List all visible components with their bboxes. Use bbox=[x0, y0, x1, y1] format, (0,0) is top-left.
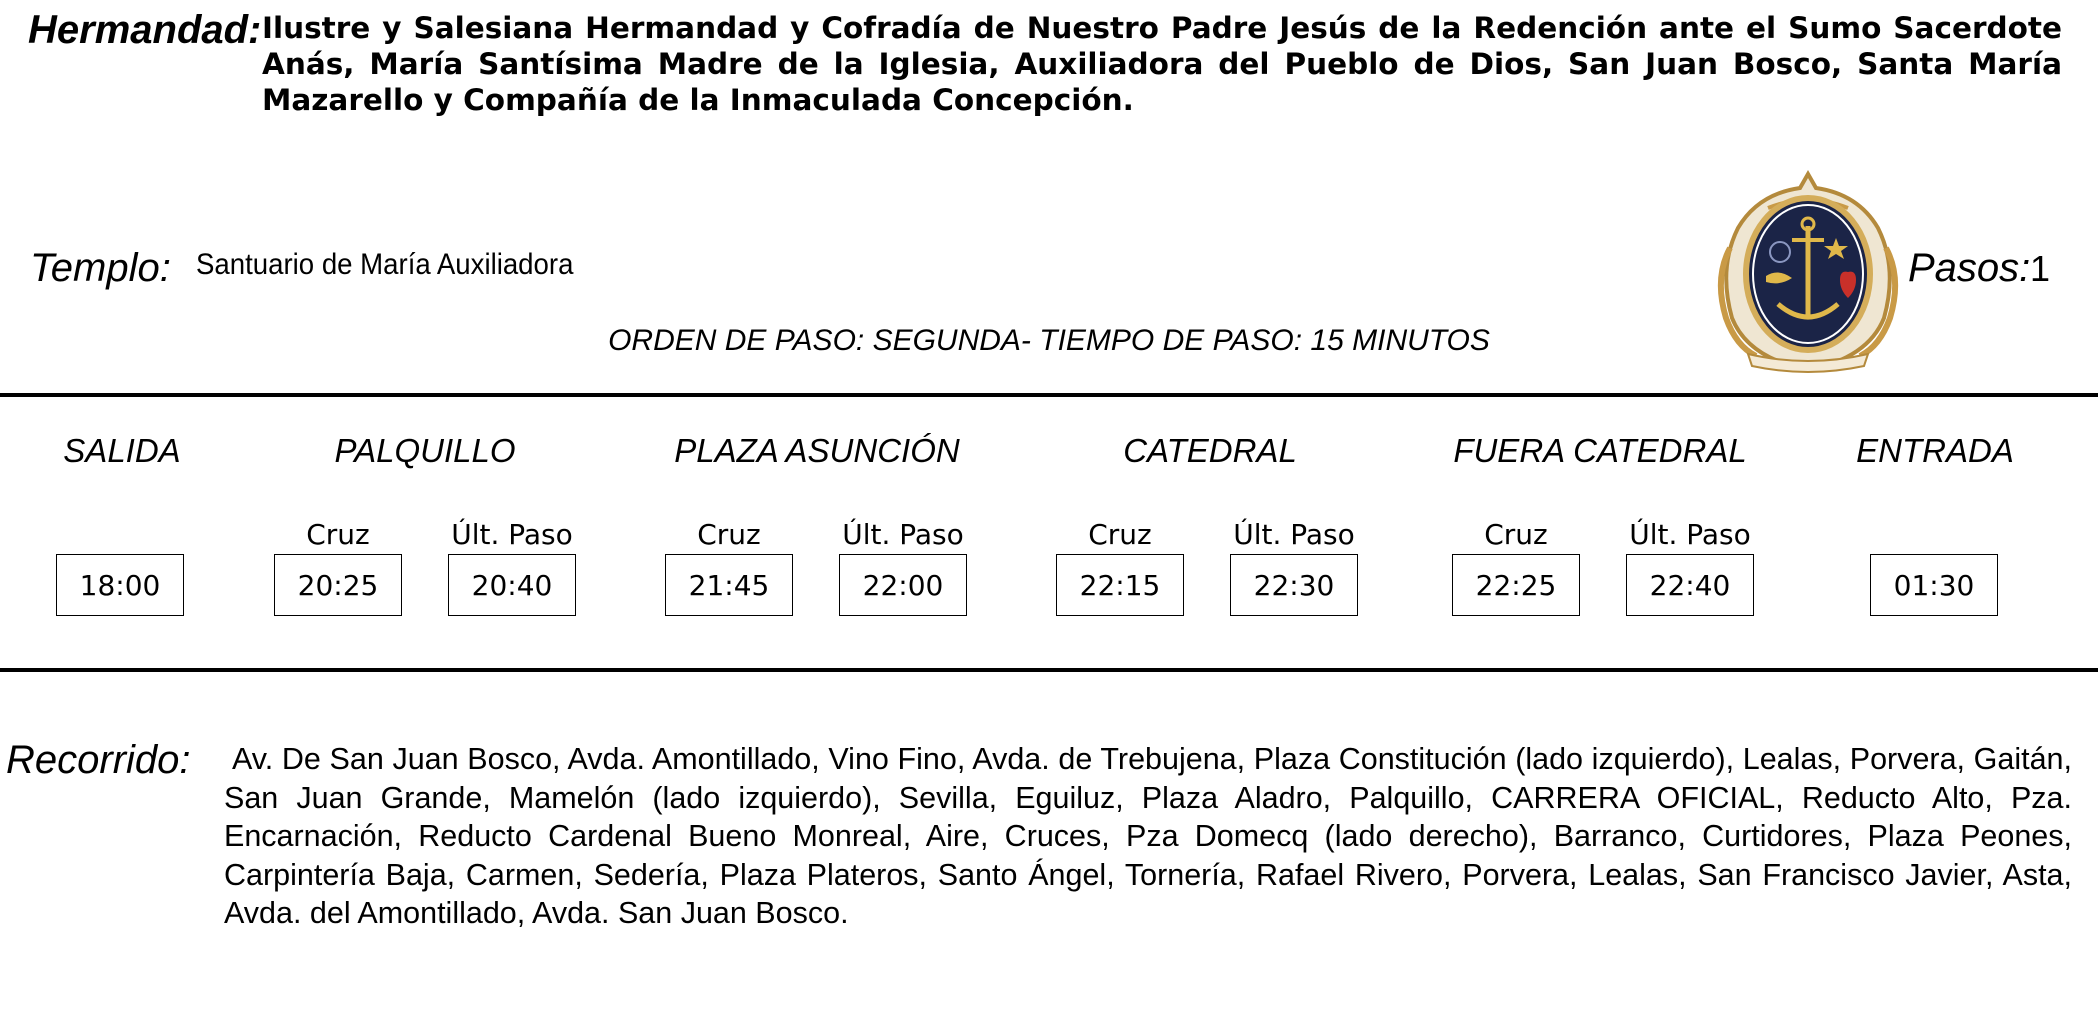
templo-value: Santuario de María Auxiliadora bbox=[196, 248, 574, 281]
templo-label: Templo: bbox=[30, 246, 171, 290]
catedral-ult-paso-label: Últ. Paso bbox=[1233, 518, 1355, 551]
plaza-asuncion-ult-paso-time: 22:00 bbox=[839, 554, 967, 616]
recorrido-label: Recorrido: bbox=[6, 738, 191, 782]
fuera-catedral-ult-paso-time: 22:40 bbox=[1626, 554, 1754, 616]
palquillo-cruz-label: Cruz bbox=[306, 518, 370, 551]
bottom-divider bbox=[0, 668, 2098, 672]
station-plaza-asuncion: PLAZA ASUNCIÓN bbox=[674, 432, 960, 469]
hermandad-label: Hermandad: bbox=[28, 8, 262, 52]
plaza-asuncion-cruz-time: 21:45 bbox=[665, 554, 793, 616]
catedral-cruz-time: 22:15 bbox=[1056, 554, 1184, 616]
plaza-asuncion-ult-paso-label: Últ. Paso bbox=[842, 518, 964, 551]
plaza-asuncion-cruz-label: Cruz bbox=[697, 518, 761, 551]
station-palquillo: PALQUILLO bbox=[334, 432, 516, 469]
fuera-catedral-cruz-time: 22:25 bbox=[1452, 554, 1580, 616]
orden-de-paso bbox=[0, 324, 2098, 358]
palquillo-cruz-time: 20:25 bbox=[274, 554, 402, 616]
catedral-cruz-label: Cruz bbox=[1088, 518, 1152, 551]
station-salida: SALIDA bbox=[63, 432, 181, 469]
fuera-catedral-cruz-label: Cruz bbox=[1484, 518, 1548, 551]
station-entrada: ENTRADA bbox=[1856, 432, 2014, 469]
pasos-value: 1 bbox=[2030, 248, 2051, 289]
entrada-time: 01:30 bbox=[1870, 554, 1998, 616]
hermandad-name: Ilustre y Salesiana Hermandad y Cofradía de Nuestro Padre Jesús de la Redención ante el Sumo Sacerdote Anás, María Santísima Madre de la Iglesia, Auxiliadora del Pueblo de Dios, San Juan Bosco, Santa María Mazarello y Compañía de la Inmaculada Concepción. bbox=[262, 11, 2062, 117]
pasos-label: Pasos: bbox=[1908, 246, 2031, 290]
orden-text: ORDEN DE PASO: SEGUNDA- TIEMPO DE PASO: 15 MINUTOS bbox=[608, 324, 1490, 357]
station-catedral: CATEDRAL bbox=[1123, 432, 1297, 469]
salida-time: 18:00 bbox=[56, 554, 184, 616]
catedral-ult-paso-time: 22:30 bbox=[1230, 554, 1358, 616]
palquillo-ult-paso-label: Últ. Paso bbox=[451, 518, 573, 551]
palquillo-ult-paso-time: 20:40 bbox=[448, 554, 576, 616]
top-divider bbox=[0, 393, 2098, 397]
station-fuera-catedral: FUERA CATEDRAL bbox=[1453, 432, 1747, 469]
recorrido-text: Av. De San Juan Bosco, Avda. Amontillado, Vino Fino, Avda. de Trebujena, Plaza Constitución (lado izquierdo), Lealas, Porvera, Gaitán, San Juan Grande, Mamelón (lado izquierdo), Sevilla, Eguiluz, Plaza Aladro, Palquillo, CARRERA OFICIAL, Reducto Alto, Pza. Encarnación, Reducto Cardenal Bueno Monreal, Aire, Cruces, Pza Domecq (lado derecho), Barranco, Curtidores, Plaza Peones, Carpintería Baja, Carmen, Sedería, Plaza Plateros, Santo Ángel, Tornería, Rafael Rivero, Porvera, Lealas, San Francisco Javier, Asta, Avda. del Amontillado, Avda. San Juan Bosco. bbox=[224, 742, 2072, 930]
fuera-catedral-ult-paso-label: Últ. Paso bbox=[1629, 518, 1751, 551]
